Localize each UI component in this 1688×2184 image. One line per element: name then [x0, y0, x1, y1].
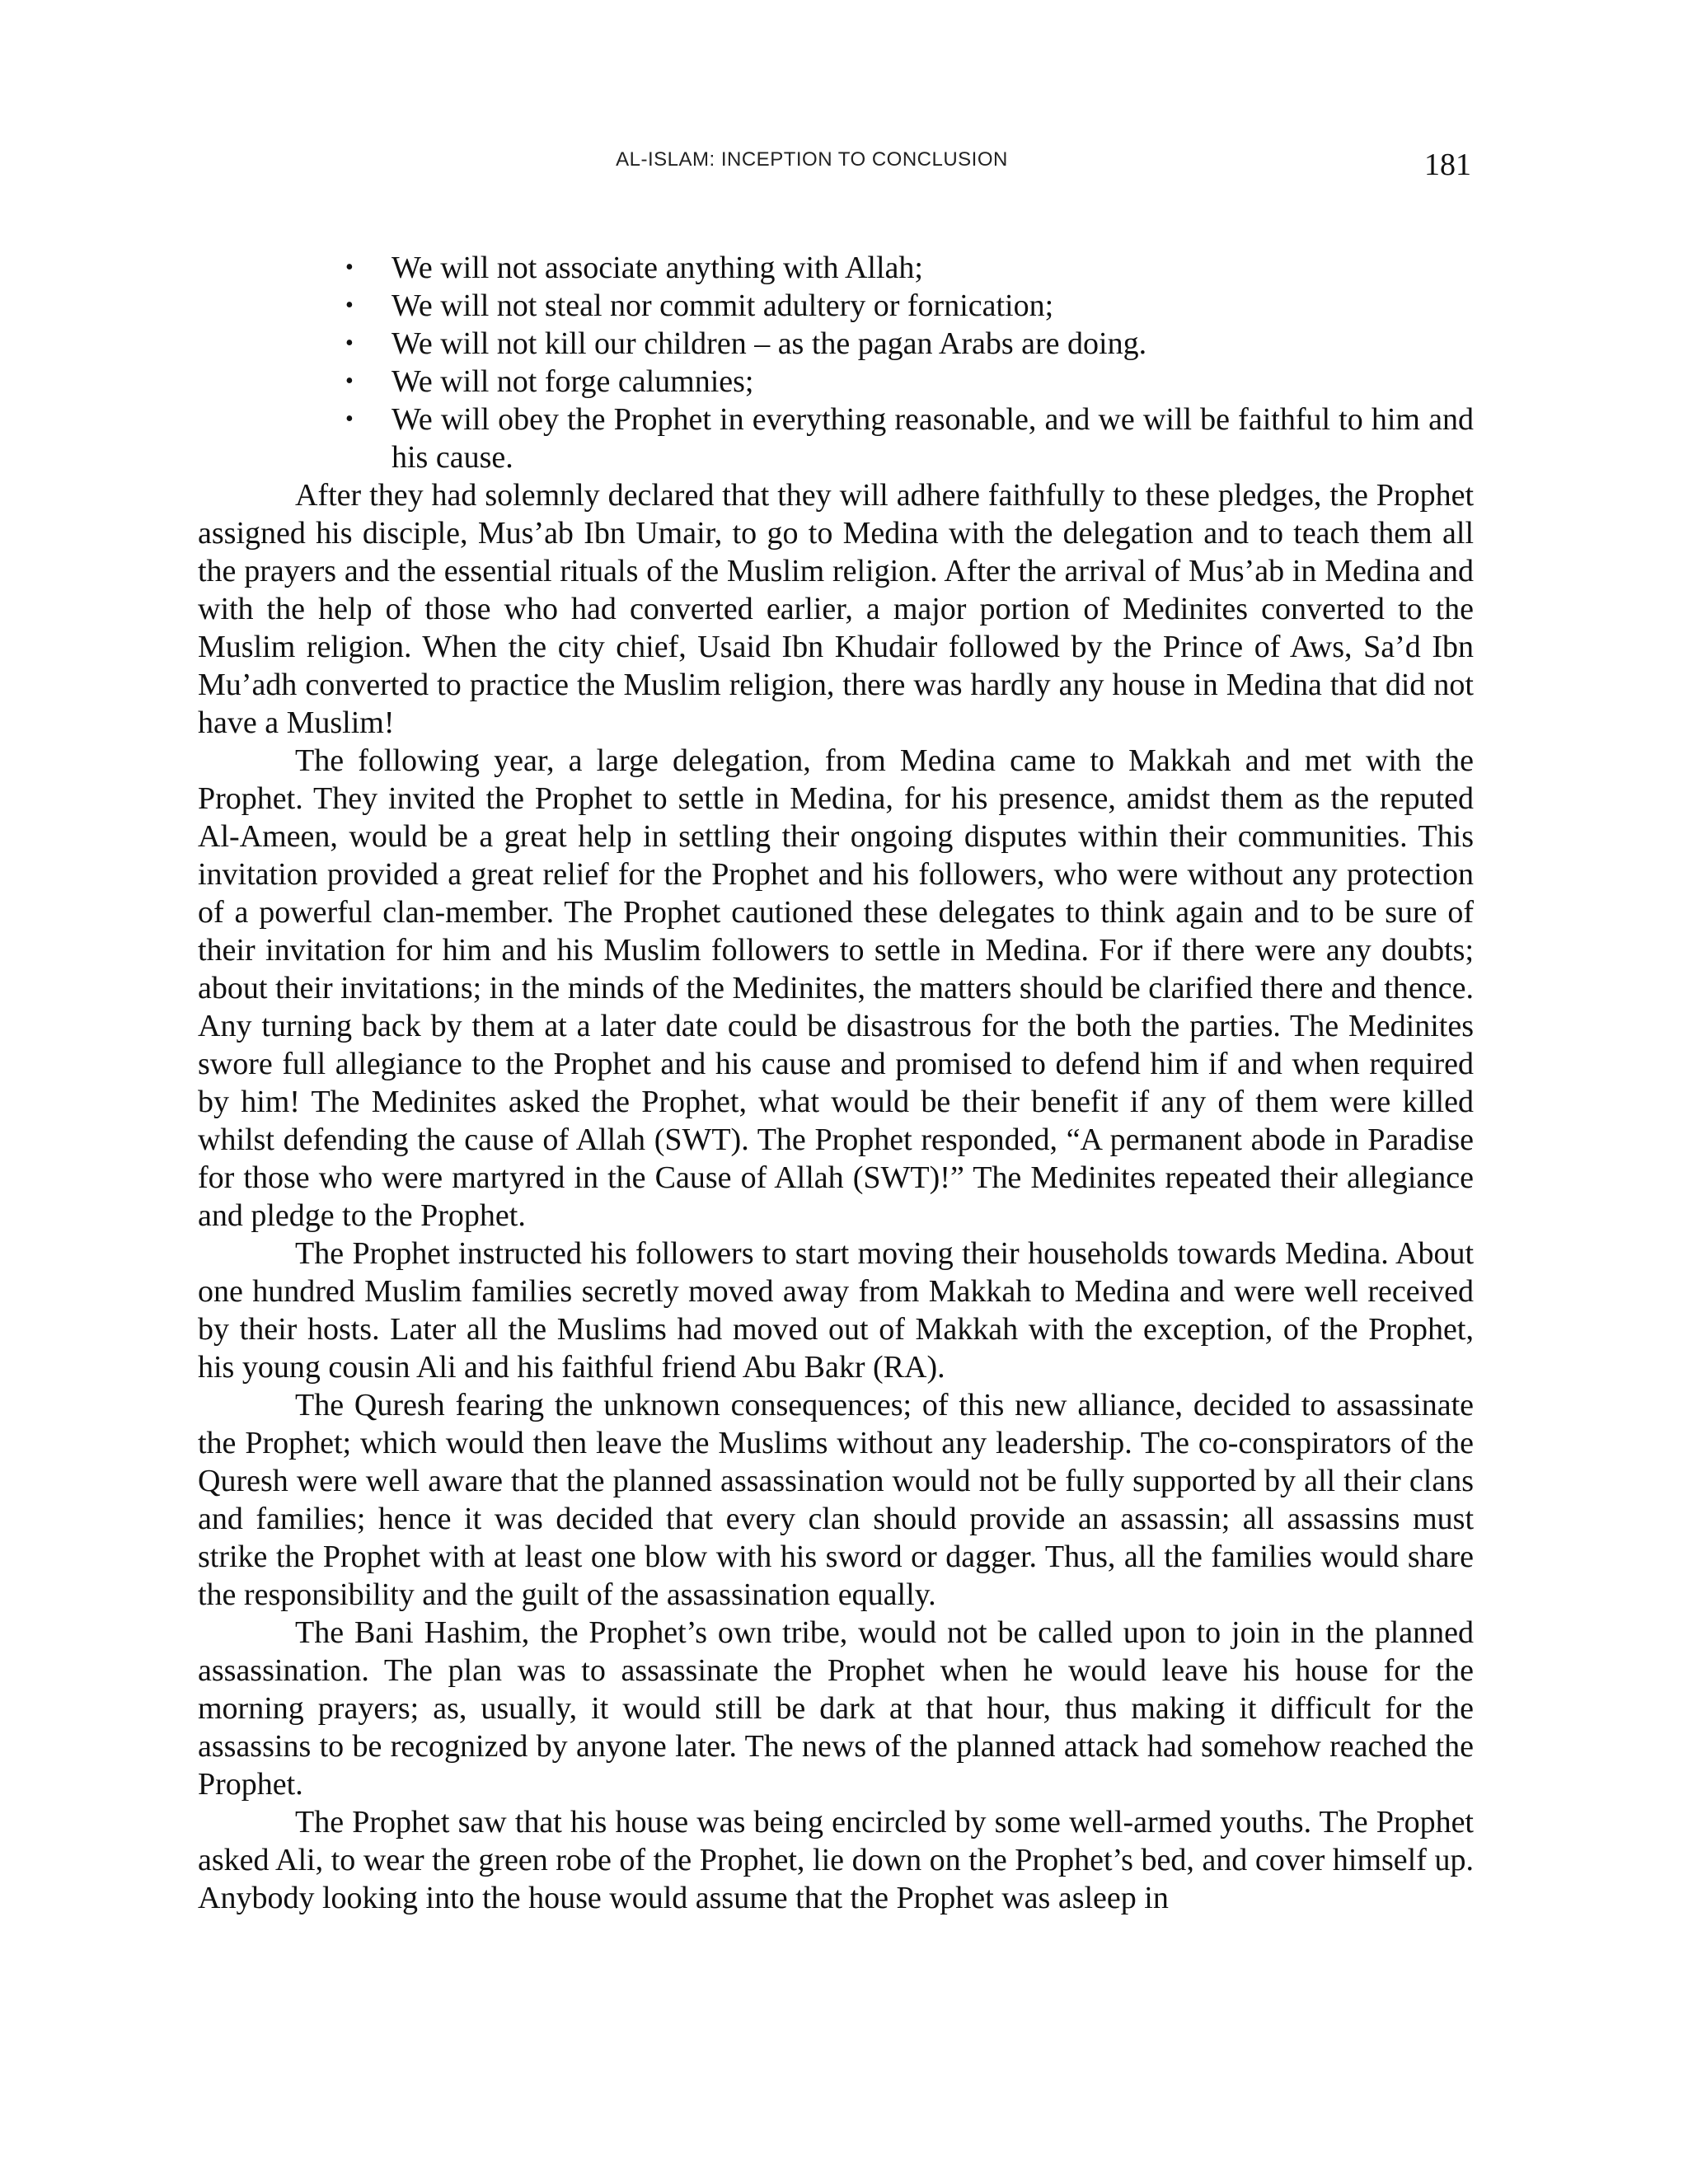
bullet-icon: •: [345, 255, 354, 280]
body-paragraph: After they had solemnly declared that they will adhere faithfully to these pledges, the Prophet assigned his disciple, Mus’ab Ibn Umair, to go to Medina with the delegation and to teach them all the prayers and the essential rituals of the Muslim religion. After the arrival of Mus’ab in Medina and with the help of those who had converted earlier, a major portion of Medinites converted to the Muslim religion. When the city chief, Usaid Ibn Khudair followed by the Prince of Aws, Sa’d Ibn Mu’adh converted to practice the Muslim religion, there was hardly any house in Medina that did not have a Muslim!: [198, 478, 1474, 740]
pledge-text: We will not steal nor commit adultery or fornication;: [392, 288, 1054, 323]
pledge-text: We will not kill our children – as the pagan Arabs are doing.: [392, 326, 1147, 361]
pledge-text: We will not associate anything with Allah;: [392, 251, 923, 285]
body-paragraph: The Prophet saw that his house was being encircled by some well-armed youths. The Prophet asked Ali, to wear the green robe of the Prophet, lie down on the Prophet’s bed, and cover himself up. Anybody looking into the house would assume that the Prophet was asleep in: [198, 1805, 1474, 1915]
body-paragraph: The Bani Hashim, the Prophet’s own tribe, would not be called upon to join in the planned assassination. The plan was to assassinate the Prophet when he would leave his house for the morning prayers; as, usually, it would still be dark at that hour, thus making it difficult for the assassins to be recognized by anyone later. The news of the planned attack had somehow reached the Prophet.: [198, 1615, 1474, 1802]
list-item: [345, 287, 1474, 325]
list-item: [345, 249, 1474, 287]
body-paragraph: The Prophet instructed his followers to start moving their households towards Medina. About one hundred Muslim families secretly moved away from Makkah to Medina and were well received by their hosts. Later all the Muslims had moved out of Makkah with the exception, of the Prophet, his young cousin Ali and his faithful friend Abu Bakr (RA).: [198, 1236, 1474, 1385]
body-paragraph: The Quresh fearing the unknown consequences; of this new alliance, decided to assassinate the Prophet; which would then leave the Muslims without any leadership. The co-conspirators of the Quresh were well aware that the planned assassination would not be fully supported by all their clans and families; hence it was decided that every clan should provide an assassin; all assassins must strike the Prophet with at least one blow with his sword or dagger. Thus, all the families would share the responsibility and the guilt of the assassination equally.: [198, 1388, 1474, 1612]
list-item: [345, 363, 1474, 401]
bullet-icon: •: [345, 330, 354, 356]
bullet-icon: •: [345, 293, 354, 318]
bullet-icon: •: [345, 368, 354, 394]
list-item: [345, 401, 1474, 476]
bullet-icon: •: [345, 406, 354, 432]
pledge-text: We will obey the Prophet in everything reasonable, and we will be faithful to him and his cause.: [392, 402, 1474, 475]
page-number: 181: [1424, 148, 1471, 182]
pledge-text: We will not forge calumnies;: [392, 364, 754, 399]
running-head-title: AL-ISLAM: INCEPTION TO CONCLUSION: [616, 148, 1008, 171]
page-body: [198, 249, 1474, 1917]
pledge-list: [198, 249, 1474, 476]
body-paragraph: The following year, a large delegation, from Medina came to Makkah and met with the Prophet. They invited the Prophet to settle in Medina, for his presence, amidst them as the reputed Al-Ameen, would be a great help in settling their ongoing disputes within their communities. This invitation provided a great relief for the Prophet and his followers, who were without any protection of a powerful clan-member. The Prophet cautioned these delegates to think again and to be sure of their invitation for him and his Muslim followers to settle in Medina. For if there were any doubts; about their invitations; in the minds of the Medinites, the matters should be clarified there and thence. Any turning back by them at a later date could be disastrous for the both the parties. The Medinites swore full allegiance to the Prophet and his cause and promised to defend him if and when required by him! The Medinites asked the Prophet, what would be their benefit if any of them were killed whilst defending the cause of Allah (SWT). The Prophet responded, “A permanent abode in Paradise for those who were martyred in the Cause of Allah (SWT)!” The Medinites repeated their allegiance and pledge to the Prophet.: [198, 743, 1474, 1233]
list-item: [345, 325, 1474, 363]
